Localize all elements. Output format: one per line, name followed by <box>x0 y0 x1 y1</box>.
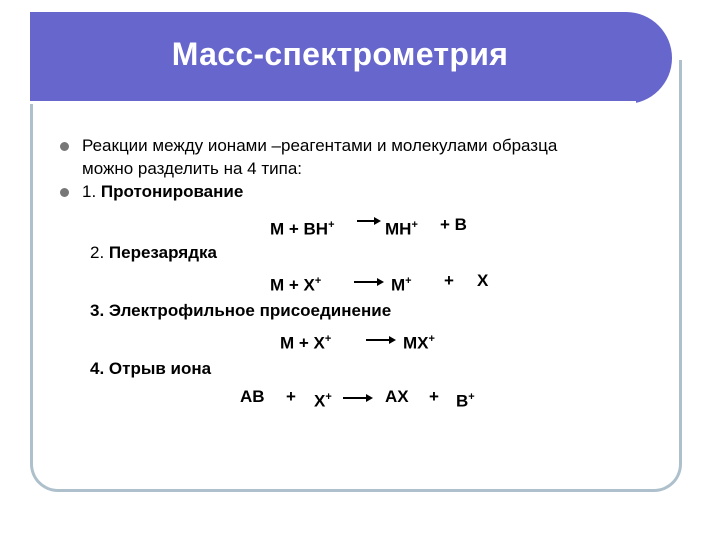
eq4-plus-1: + <box>286 387 296 406</box>
eq4-ax: AX <box>385 387 409 406</box>
slide-title: Масс-спектрометрия <box>171 36 509 72</box>
eq3-right <box>403 329 435 354</box>
eq1-left-text: M + BH <box>270 219 329 239</box>
eq2-left <box>270 271 321 296</box>
type-2-number: 2. <box>90 243 105 262</box>
eq4-x-superscript: + <box>325 391 332 403</box>
type-1-number: 1. <box>82 182 97 201</box>
intro-line-2: можно разделить на 4 типа: <box>82 159 303 178</box>
eq2-superscript: + <box>314 275 322 287</box>
eq4-x <box>314 387 332 412</box>
type-4-label: 4. Отрыв иона <box>90 359 212 378</box>
eq4-plus-2: + <box>429 387 439 406</box>
type-2-name: Перезарядка <box>108 243 217 262</box>
reaction-arrow-icon <box>357 216 381 226</box>
eq4-ab: AB <box>240 387 265 406</box>
eq4-x-text: X <box>314 391 326 411</box>
reaction-arrow-icon <box>354 277 384 287</box>
eq2-right <box>391 271 412 296</box>
eq4-b-text: B <box>456 391 469 411</box>
reaction-arrow-icon <box>366 335 396 345</box>
intro-line-1: Реакции между ионами –реагентами и молекулами образца <box>82 136 558 155</box>
bullet-dot <box>60 188 69 197</box>
type-1-name: Протонирование <box>100 182 244 201</box>
eq3-right-superscript: + <box>428 333 435 345</box>
reaction-arrow-icon <box>343 393 373 403</box>
bullet-dot <box>60 142 69 151</box>
eq3-left <box>280 329 331 354</box>
type-2-label <box>90 243 217 263</box>
eq1-right-text: MH <box>385 219 412 239</box>
eq3-left-text: M + X <box>280 333 325 353</box>
type-3-label: 3. Электрофильное присоединение <box>90 301 392 320</box>
eq2-tail: X <box>477 271 489 290</box>
eq1-left <box>270 215 335 240</box>
eq2-plus: + <box>444 271 454 290</box>
eq3-superscript: + <box>324 333 332 345</box>
eq2-left-text: M + X <box>270 275 315 295</box>
eq2-right-superscript: + <box>405 275 412 287</box>
eq3-right-text: MX <box>403 333 429 353</box>
eq1-superscript: + <box>328 219 335 231</box>
eq1-right <box>385 215 418 240</box>
eq1-tail: + B <box>440 215 467 234</box>
eq4-b <box>456 387 475 412</box>
eq2-right-text: M <box>391 275 406 295</box>
eq4-b-superscript: + <box>468 391 475 403</box>
eq1-right-superscript: + <box>411 219 418 231</box>
type-1-label <box>82 182 243 202</box>
